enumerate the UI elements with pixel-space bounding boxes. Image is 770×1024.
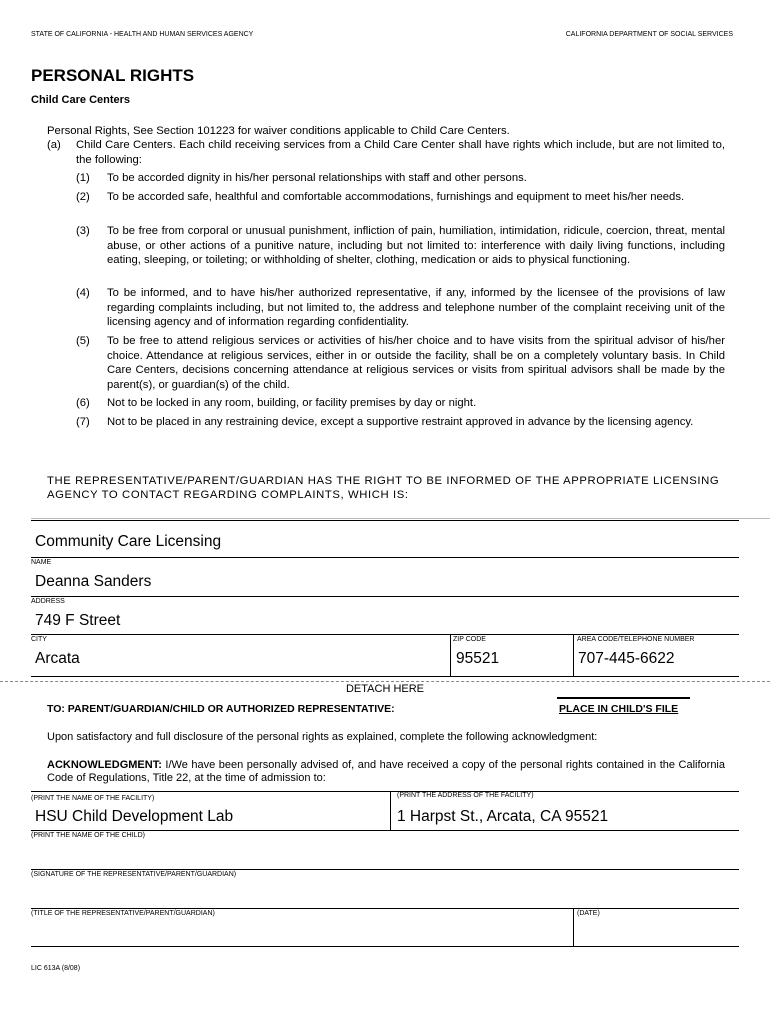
child-name-label: (PRINT THE NAME OF THE CHILD) <box>31 832 145 839</box>
form-number: LIC 613A (8/08) <box>31 965 81 972</box>
date-field[interactable] <box>575 921 739 946</box>
detach-here-label: DETACH HERE <box>345 683 425 695</box>
facility-address-value[interactable]: 1 Harpst St., Arcata, CA 95521 <box>397 808 609 825</box>
acknowledgment-paragraph <box>47 759 725 785</box>
zip-label: ZIP CODE <box>453 636 486 643</box>
right-number: (6) <box>76 397 90 409</box>
divider <box>31 518 770 519</box>
disclosure-instruction: Upon satisfactory and full disclosure of the personal rights as explained, complete the following acknowledgment: <box>47 731 598 743</box>
page-subtitle: Child Care Centers <box>31 94 131 106</box>
divider <box>390 791 391 831</box>
section-a-label: (a) <box>47 139 61 151</box>
divider <box>31 557 739 558</box>
right-text: To be informed, and to have his/her authorized representative, if any, informed by the licensee of the provisions of law regarding complaints including, but not limited to, the address and telephone number of the complaint receiving unit of the licensing agency and of information regarding confidentiality. <box>107 287 725 328</box>
place-in-file-label: PLACE IN CHILD'S FILE <box>559 703 679 715</box>
agency-header-right: CALIFORNIA DEPARTMENT OF SOCIAL SERVICES <box>565 31 733 38</box>
right-text: To be free to attend religious services or activities of his/her choice and to have visits from the spiritual advisor of his/her choice. Attendance at religious services, either in or outside the facility, shall be on a completely voluntary basis. In Child Care Centers, decisions concerning attendance at religious services or visits from spiritual advisors shall be made by the parent(s), or guardian(s) of the child. <box>107 335 725 391</box>
divider <box>31 634 739 635</box>
section-a-text: Child Care Centers. Each child receiving services from a Child Care Center shall have rights which include, but are not limited to, the following: <box>76 139 725 166</box>
right-number: (7) <box>76 416 90 428</box>
facility-address-label: (PRINT THE ADDRESS OF THE FACILITY) <box>397 792 534 799</box>
acknowledgment-text: I/We have been personally advised of, and have received a copy of the personal rights contained in the California Code of Regulations, Title 22, at the time of admission to: <box>47 759 725 784</box>
agency-name-value[interactable]: Community Care Licensing <box>35 533 222 550</box>
divider <box>573 908 574 946</box>
intro-line: Personal Rights, See Section 101223 for waiver conditions applicable to Child Care Centers. <box>47 125 510 137</box>
phone-label: AREA CODE/TELEPHONE NUMBER <box>577 636 695 643</box>
divider <box>31 869 739 870</box>
signature-label: (SIGNATURE OF THE REPRESENTATIVE/PARENT/GUARDIAN) <box>31 871 237 878</box>
divider <box>31 520 739 521</box>
city-label: CITY <box>31 636 47 643</box>
divider <box>450 634 451 676</box>
right-text: To be accorded safe, healthful and comfortable accommodations, furnishings and equipment to meet his/her needs. <box>107 191 685 203</box>
acknowledgment-heading: ACKNOWLEDGMENT: <box>47 759 162 771</box>
child-name-field[interactable] <box>31 843 739 869</box>
city-value[interactable]: Arcata <box>35 650 80 667</box>
address-value[interactable]: 749 F Street <box>35 612 121 629</box>
divider <box>31 908 739 909</box>
right-number: (5) <box>76 335 90 347</box>
divider <box>31 830 739 831</box>
to-recipient-line: TO: PARENT/GUARDIAN/CHILD OR AUTHORIZED REPRESENTATIVE: <box>47 703 395 715</box>
divider <box>31 596 739 597</box>
name-label: NAME <box>31 559 52 566</box>
zip-value[interactable]: 95521 <box>456 650 500 667</box>
address-label: ADDRESS <box>31 598 65 605</box>
divider <box>31 676 739 677</box>
right-number: (4) <box>76 287 90 299</box>
right-number: (3) <box>76 225 90 237</box>
detach-line <box>0 681 770 682</box>
phone-value[interactable]: 707-445-6622 <box>578 650 675 667</box>
right-text: To be free from corporal or unusual punishment, infliction of pain, humiliation, intimidation, ridicule, coercion, threat, mental abuse, or other actions of a punitive nature, including but not limited to: interference with daily living functions, including eating, sleeping, or toileting; or withholding of shelter, clothing, medication or aids to physical functioning. <box>107 225 725 266</box>
right-text: Not to be placed in any restraining device, except a supportive restraint approved in advance by the licensing agency. <box>107 416 694 428</box>
divider <box>31 946 739 947</box>
divider <box>573 634 574 676</box>
facility-name-label: (PRINT THE NAME OF THE FACILITY) <box>31 795 155 802</box>
right-number: (1) <box>76 172 90 184</box>
facility-name-value[interactable]: HSU Child Development Lab <box>35 808 234 825</box>
date-label: (DATE) <box>577 910 600 917</box>
name-value[interactable]: Deanna Sanders <box>35 573 152 590</box>
right-number: (2) <box>76 191 90 203</box>
rep-title-label: (TITLE OF THE REPRESENTATIVE/PARENT/GUARDIAN) <box>31 910 215 917</box>
right-text: To be accorded dignity in his/her personal relationships with staff and other persons. <box>107 172 527 184</box>
complaints-notice: THE REPRESENTATIVE/PARENT/GUARDIAN HAS THE RIGHT TO BE INFORMED OF THE APPROPRIATE LICENSING AGENCY TO CONTACT REGARDING COMPLAINTS, WHICH IS: <box>47 475 720 501</box>
page-title: PERSONAL RIGHTS <box>31 66 195 85</box>
agency-header-left: STATE OF CALIFORNIA - HEALTH AND HUMAN SERVICES AGENCY <box>31 31 254 38</box>
divider <box>31 791 739 792</box>
signature-field[interactable] <box>31 882 739 908</box>
rep-title-field[interactable] <box>31 921 571 946</box>
right-text: Not to be locked in any room, building, or facility premises by day or night. <box>107 397 477 409</box>
